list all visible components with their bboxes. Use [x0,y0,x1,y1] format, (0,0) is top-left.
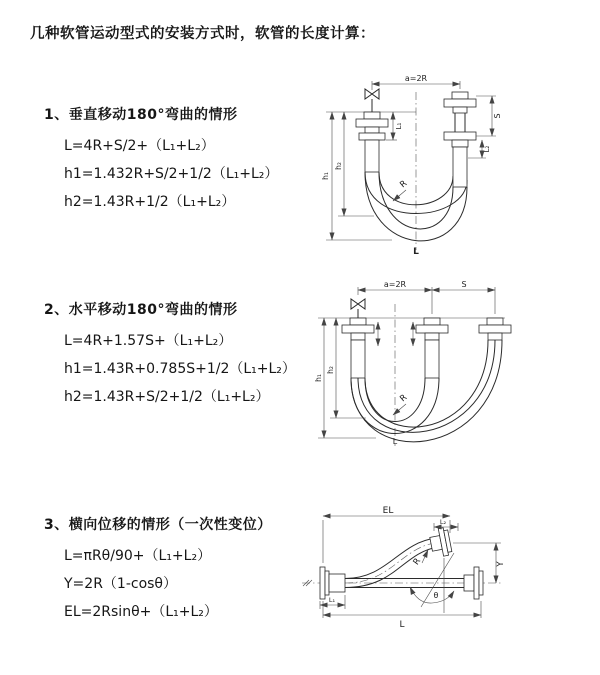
moved-flange [479,318,511,340]
section-lateral-displacement [44,514,272,626]
formula-line: Y=2R（1-cosθ） [64,576,177,592]
left-flange [356,112,388,172]
diagram-vertical-bend [312,70,592,258]
dim-label-l1: L₁ [328,596,336,604]
dimension-h1 [321,112,392,240]
section-3-formulas [64,542,272,626]
dimension-h1 [314,318,376,438]
dim-label-L: L [392,437,398,446]
right-flange-original [464,567,483,599]
diagram-horizontal-bend-svg [310,278,590,463]
dim-label-l2: L₂ [439,518,447,526]
dim-label-h1: h₁ [314,374,323,382]
dimension-l2 [434,518,458,531]
section-2-heading: 2、水平移动180°弯曲的情形 [44,302,238,318]
dim-label-y: Y [496,561,506,567]
valve-icon [351,299,365,318]
dim-label-l2: L₂ [483,145,491,153]
section-1-heading: 1、垂直移动180°弯曲的情形 [44,107,238,123]
page-title: 几种软管运动型式的安装方式时，软管的长度计算： [30,26,375,42]
left-flange [320,567,345,599]
formula-line: h1=1.432R+S/2+1/2（L₁+L₂） [64,166,279,182]
middle-flange [416,318,448,378]
section-3-heading: 3、横向位移的情形（一次性变位） [44,517,272,533]
tilted-flange-displaced [428,527,452,558]
formula-line: L=4R+1.57S+（L₁+L₂） [64,333,233,349]
dim-label-L: L [413,247,419,257]
dimension-el [323,506,450,563]
dimension-a2r [372,74,460,90]
diagram-horizontal-bend [310,278,590,463]
dim-label-L: L [399,620,405,630]
dim-label-s: S [493,113,502,119]
dim-label-h1: h₁ [321,172,330,180]
braided-hose-section [425,340,439,378]
section-2-formulas [64,327,296,411]
diagram-lateral-displacement-svg [298,503,590,643]
radius-label: R [411,556,424,568]
dim-label-s: S [461,280,467,289]
formula-line: h1=1.43R+0.785S+1/2（L₁+L₂） [64,361,296,377]
theta-label: θ [433,591,439,600]
dim-label-l1: L₁ [395,122,403,130]
valve-icon [365,89,379,112]
left-flange [342,318,374,378]
braided-hose-section [351,340,365,378]
section-1-formulas [64,132,278,216]
dimension-L [323,601,481,630]
dim-label-h2: h₂ [326,366,335,374]
section-vertical-movement [44,104,278,216]
formula-line: L=πRθ/90+（L₁+L₂） [64,548,212,564]
dim-label-a2r: a=2R [383,280,407,289]
right-flange-positions [444,92,476,187]
dimension-l2 [468,140,491,158]
formula-line: L=4R+S/2+（L₁+L₂） [64,138,215,154]
small-dimensions [378,322,413,346]
radius-label: R [398,178,410,191]
dimension-s [432,280,495,290]
dimension-a2r [358,280,495,314]
dim-label-a2r: a=2R [404,74,428,83]
braided-hose-section [453,147,467,187]
radius-annotation [393,393,409,415]
formula-line: EL=2Rsinθ+（L₁+L₂） [64,604,218,620]
dimension-l1 [386,112,403,140]
braided-hose-section [365,140,379,172]
hose-s-curve [345,538,438,588]
diagram-lateral-displacement [298,503,590,643]
radius-annotation [393,179,409,201]
dim-label-el: EL [382,506,394,516]
diagram-vertical-bend-svg [312,70,592,258]
dimension-s [476,96,502,136]
formula-line: h2=1.43R+1/2（L₁+L₂） [64,194,236,210]
section-horizontal-movement [44,299,296,411]
dim-label-h2: h₂ [334,162,343,170]
formula-line: h2=1.43R+S/2+1/2（L₁+L₂） [64,389,270,405]
radius-label: R [398,392,410,405]
radius-annotation [412,550,428,567]
